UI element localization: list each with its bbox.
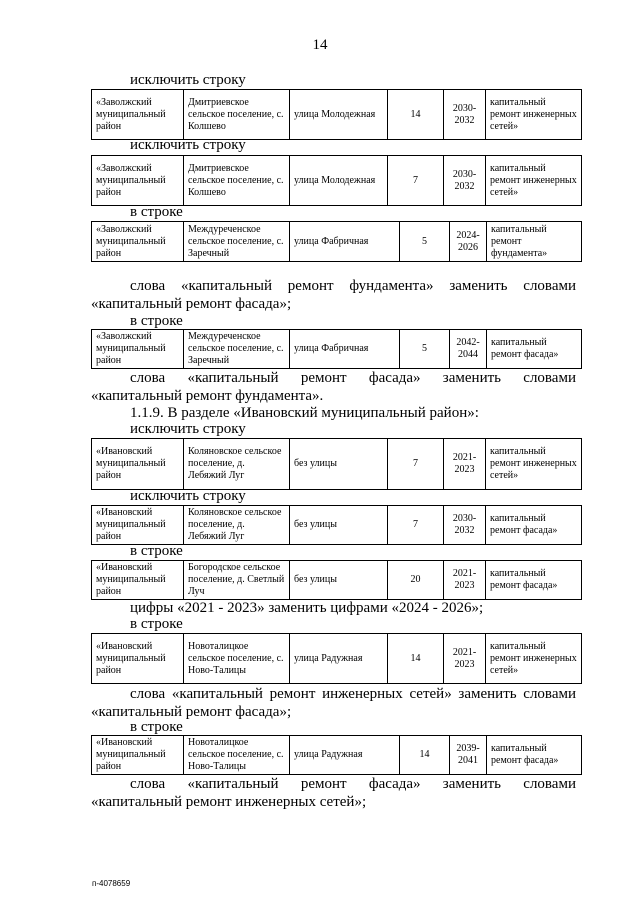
- paragraph-line: цифры «2021 - 2023» заменить цифрами «2024 - 2026»;: [130, 600, 484, 616]
- cell-street: улица Радужная: [290, 634, 388, 684]
- cell-period: 2024-2026: [450, 222, 487, 262]
- cell-street: улица Молодежная: [290, 90, 388, 140]
- table-row: [91, 89, 582, 140]
- cell-district: «Заволжский муниципальный район: [92, 330, 184, 369]
- section-label: в строке: [130, 543, 183, 559]
- paragraph-line: слова «капитальный ремонт фасада» заменить словами: [130, 776, 576, 792]
- section-label: в строке: [130, 313, 183, 329]
- cell-period: 2039-2041: [450, 736, 487, 775]
- paragraph-line: слова «капитальный ремонт фасада» заменить словами: [130, 370, 576, 386]
- cell-work: капитальный ремонт фундамента»: [487, 222, 582, 262]
- cell-district: «Ивановский муниципальный район: [92, 561, 184, 600]
- section-label: исключить строку: [130, 421, 246, 437]
- cell-period: 2021-2023: [444, 634, 486, 684]
- cell-district: «Ивановский муниципальный район: [92, 506, 184, 545]
- cell-period: 2030-2032: [444, 156, 486, 206]
- cell-district: «Заволжский муниципальный район: [92, 90, 184, 140]
- cell-district: «Ивановский муниципальный район: [92, 439, 184, 490]
- table-row: [91, 438, 582, 490]
- cell-number: 5: [400, 222, 450, 262]
- cell-settlement: Новоталицкое сельское поселение, с. Ново-Талицы: [184, 634, 290, 684]
- cell-number: 14: [388, 634, 444, 684]
- table-row: [91, 633, 582, 684]
- cell-settlement: Междуреченское сельское поселение, с. Заречный: [184, 330, 290, 369]
- cell-street: улица Радужная: [290, 736, 400, 775]
- cell-period: 2042-2044: [450, 330, 487, 369]
- section-label: в строке: [130, 204, 183, 220]
- page-number: 14: [312, 37, 328, 53]
- cell-work: капитальный ремонт фасада»: [487, 736, 582, 775]
- cell-district: «Заволжский муниципальный район: [92, 222, 184, 262]
- table-row: [91, 155, 582, 206]
- cell-work: капитальный ремонт фасада»: [486, 506, 582, 545]
- cell-period: 2030-2032: [444, 90, 486, 140]
- cell-settlement: Коляновское сельское поселение, д. Лебяжий Луг: [184, 439, 290, 490]
- cell-period: 2030-2032: [444, 506, 486, 545]
- table-row: [91, 329, 582, 369]
- table-row: [91, 221, 582, 262]
- cell-district: «Ивановский муниципальный район: [92, 634, 184, 684]
- paragraph-line: «капитальный ремонт инженерных сетей»;: [91, 794, 367, 810]
- cell-street: без улицы: [290, 506, 388, 545]
- cell-number: 7: [388, 156, 444, 206]
- cell-number: 14: [400, 736, 450, 775]
- cell-work: капитальный ремонт инженерных сетей»: [486, 439, 582, 490]
- section-heading: 1.1.9. В разделе «Ивановский муниципальный район»:: [130, 405, 479, 421]
- cell-district: «Ивановский муниципальный район: [92, 736, 184, 775]
- table-row: [91, 560, 582, 600]
- cell-number: 20: [388, 561, 444, 600]
- paragraph-line: слова «капитальный ремонт фундамента» заменить словами: [130, 278, 576, 294]
- section-label: исключить строку: [130, 137, 246, 153]
- paragraph-line: слова «капитальный ремонт инженерных сетей» заменить словами: [130, 686, 576, 702]
- cell-period: 2021-2023: [444, 561, 486, 600]
- cell-work: капитальный ремонт инженерных сетей»: [486, 156, 582, 206]
- cell-settlement: Богородское сельское поселение, д. Светлый Луч: [184, 561, 290, 600]
- cell-number: 5: [400, 330, 450, 369]
- cell-settlement: Новоталицкое сельское поселение, с. Ново-Талицы: [184, 736, 290, 775]
- section-label: исключить строку: [130, 72, 246, 88]
- cell-work: капитальный ремонт фасада»: [487, 330, 582, 369]
- cell-number: 14: [388, 90, 444, 140]
- cell-street: улица Молодежная: [290, 156, 388, 206]
- cell-street: улица Фабричная: [290, 330, 400, 369]
- cell-number: 7: [388, 439, 444, 490]
- cell-work: капитальный ремонт инженерных сетей»: [486, 90, 582, 140]
- cell-district: «Заволжский муниципальный район: [92, 156, 184, 206]
- cell-settlement: Коляновское сельское поселение, д. Лебяжий Луг: [184, 506, 290, 545]
- cell-work: капитальный ремонт инженерных сетей»: [486, 634, 582, 684]
- cell-number: 7: [388, 506, 444, 545]
- paragraph-line: «капитальный ремонт фасада»;: [91, 704, 292, 720]
- cell-settlement: Междуреченское сельское поселение, с. Заречный: [184, 222, 290, 262]
- paragraph-line: «капитальный ремонт фундамента».: [91, 388, 324, 404]
- document-id-footer: п-4078659: [92, 879, 131, 888]
- cell-period: 2021-2023: [444, 439, 486, 490]
- cell-street: улица Фабричная: [290, 222, 400, 262]
- cell-settlement: Дмитриевское сельское поселение, с. Колшево: [184, 90, 290, 140]
- section-label: в строке: [130, 719, 183, 735]
- cell-work: капитальный ремонт фасада»: [486, 561, 582, 600]
- section-label: в строке: [130, 616, 183, 632]
- cell-street: без улицы: [290, 439, 388, 490]
- table-row: [91, 735, 582, 775]
- paragraph-line: «капитальный ремонт фасада»;: [91, 296, 292, 312]
- cell-street: без улицы: [290, 561, 388, 600]
- section-label: исключить строку: [130, 488, 246, 504]
- cell-settlement: Дмитриевское сельское поселение, с. Колшево: [184, 156, 290, 206]
- table-row: [91, 505, 582, 545]
